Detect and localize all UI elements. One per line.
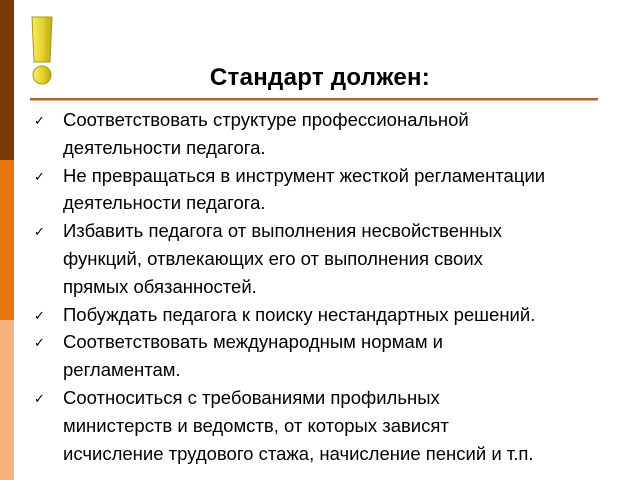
bullet-text-line: деятельности педагога. [63, 192, 266, 214]
stripe-segment-light [0, 320, 14, 480]
bullet-text-line: регламентам. [63, 359, 181, 381]
bullet-item [34, 162, 634, 218]
bullet-text-line: министерств и ведомств, от которых зависят [63, 414, 449, 436]
stripe-segment-orange [0, 160, 14, 320]
checkmark-icon: ✓ [34, 390, 45, 406]
bullet-list [34, 106, 634, 467]
checkmark-icon: ✓ [34, 224, 45, 240]
bullet-item [34, 384, 634, 467]
bullet-text-line: Соответствовать международным нормам и [63, 331, 444, 353]
bullet-text-line: Соотноситься с требованиями профильных [63, 386, 440, 408]
bullet-text-line: прямых обязанностей. [63, 275, 257, 297]
bullet-text-line: Соответствовать структуре профессиональной [63, 109, 469, 130]
checkmark-icon: ✓ [34, 335, 45, 351]
bullet-item [34, 301, 634, 329]
title-divider [30, 98, 598, 100]
bullet-item [34, 106, 634, 162]
bullet-text-line: Побуждать педагога к поиску нестандартных решений. [63, 303, 536, 325]
bullet-item [34, 328, 634, 384]
bullet-text-line: Избавить педагога от выполнения несвойственных [63, 220, 502, 242]
checkmark-icon: ✓ [34, 168, 45, 184]
bullet-text-line: Не превращаться в инструмент жесткой регламентации [63, 164, 546, 186]
bullet-text-line: исчисление трудового стажа, начисление пенсий и т.п. [63, 442, 534, 464]
bullet-item [34, 217, 634, 300]
bullet-text-line: функций, отвлекающих его от выполнения своих [63, 247, 483, 269]
page-title: Стандарт должен: [209, 64, 431, 91]
checkmark-icon: ✓ [34, 307, 45, 323]
checkmark-icon: ✓ [34, 113, 45, 128]
bullet-text-line: деятельности педагога. [63, 136, 266, 158]
